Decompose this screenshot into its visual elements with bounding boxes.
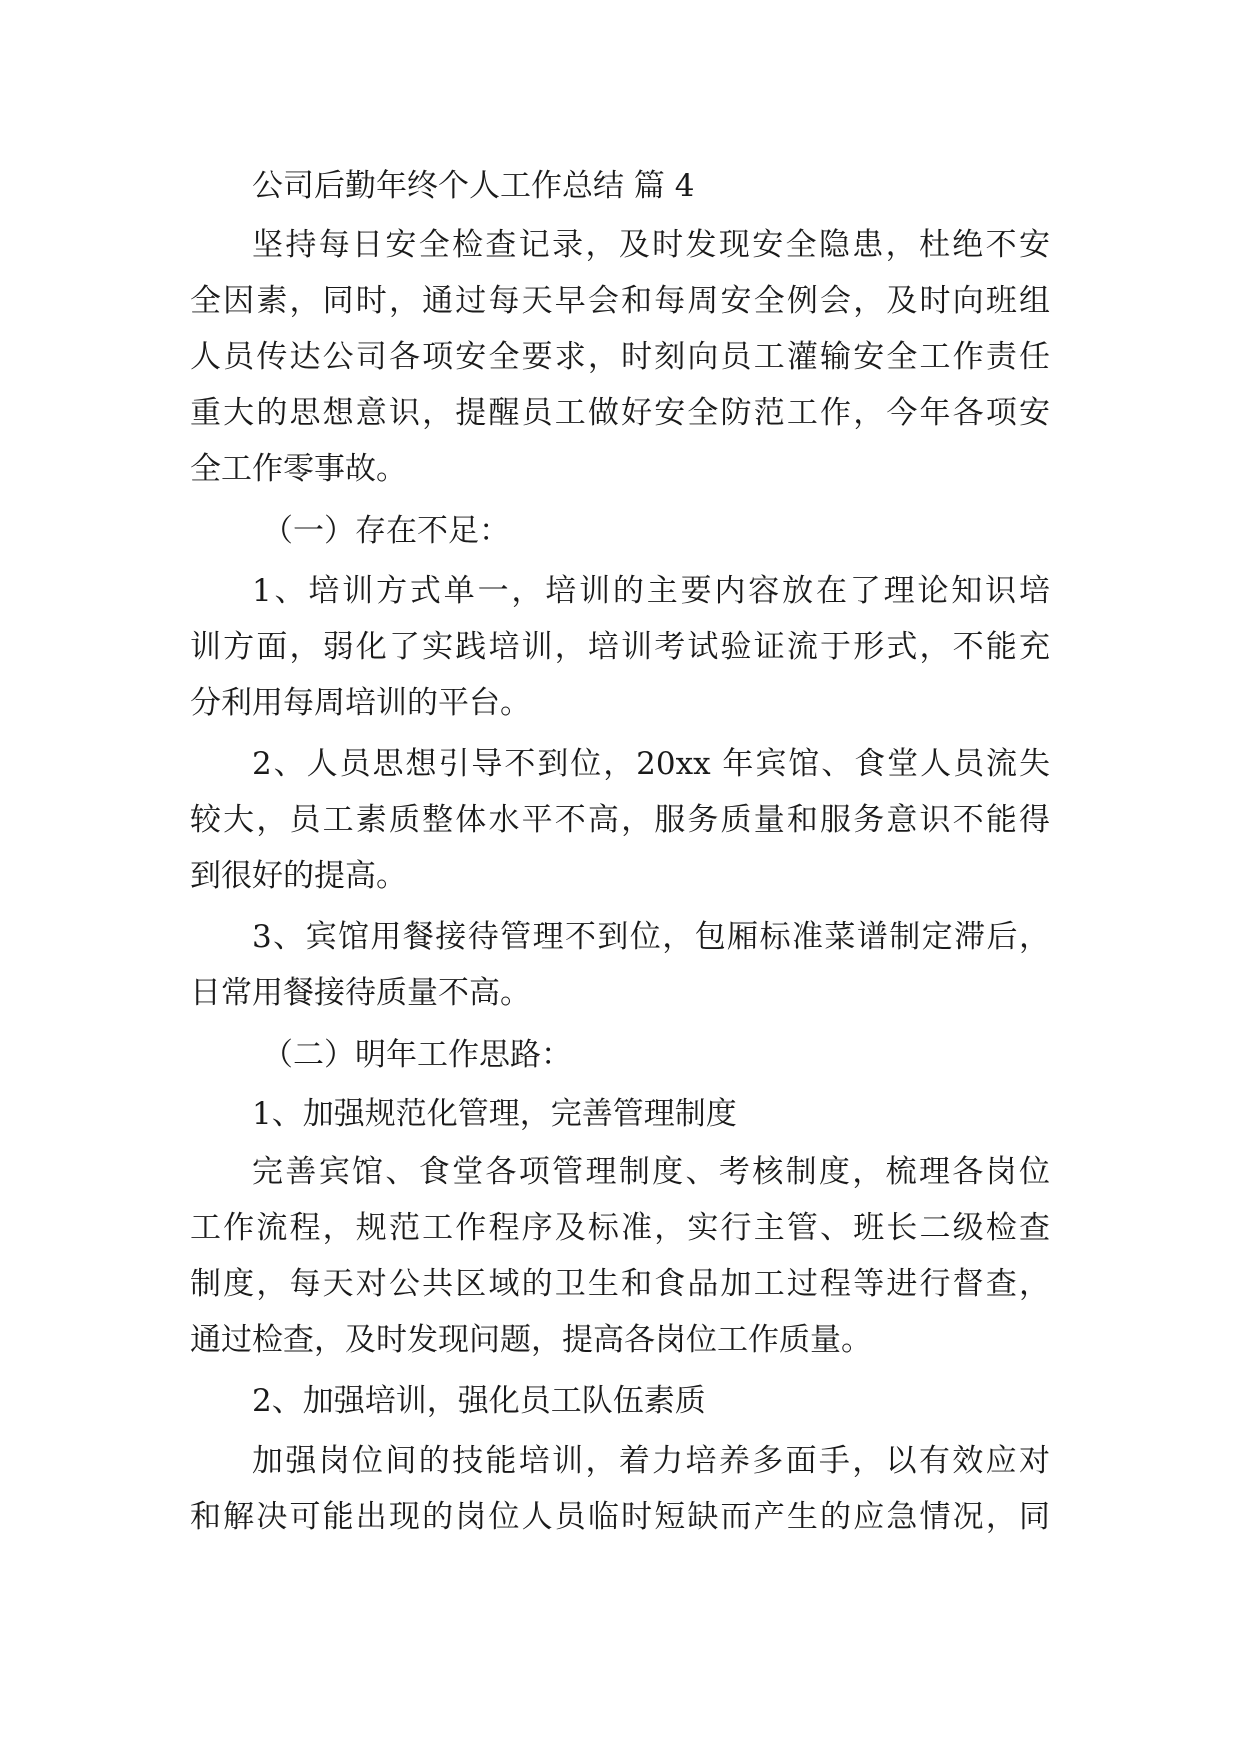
paragraph-line: 到很好的提高。 [190,858,407,894]
subsection-heading: 1、加强规范化管理，完善管理制度 [252,1096,737,1132]
paragraph-line: 重大的思想意识，提醒员工做好安全防范工作，今年各项安 [190,395,1050,431]
paragraph-line: 工作流程，规范工作程序及标准，实行主管、班长二级检查 [190,1210,1050,1246]
paragraph-line: 较大，员工素质整体水平不高，服务质量和服务意识不能得 [190,802,1050,838]
paragraph-line: 训方面，弱化了实践培训，培训考试验证流于形式，不能充 [190,629,1050,665]
section-heading: （一）存在不足： [262,513,510,549]
paragraph-line: 日常用餐接待质量不高。 [190,975,531,1011]
paragraph-line: 完善宾馆、食堂各项管理制度、考核制度，梳理各岗位 [252,1154,1050,1190]
section-heading: （二）明年工作思路： [262,1037,572,1073]
paragraph-line: 加强岗位间的技能培训，着力培养多面手，以有效应对 [252,1443,1050,1479]
paragraph-line: 坚持每日安全检查记录，及时发现安全隐患，杜绝不安 [252,227,1050,263]
paragraph-line: 1、培训方式单一，培训的主要内容放在了理论知识培 [252,573,1050,609]
paragraph-line: 全工作零事故。 [190,451,407,487]
paragraph-line: 3、宾馆用餐接待管理不到位，包厢标准菜谱制定滞后， [252,919,1050,955]
paragraph-line: 分利用每周培训的平台。 [190,685,531,721]
paragraph-line: 和解决可能出现的岗位人员临时短缺而产生的应急情况，同 [190,1499,1050,1535]
subsection-heading: 2、加强培训，强化员工队伍素质 [252,1383,706,1419]
paragraph-line: 制度，每天对公共区域的卫生和食品加工过程等进行督查， [190,1266,1050,1302]
paragraph-line: 2、人员思想引导不到位，20xx 年宾馆、食堂人员流失 [252,746,1050,782]
paragraph-line: 全因素，同时，通过每天早会和每周安全例会，及时向班组 [190,283,1050,319]
paragraph-line: 人员传达公司各项安全要求，时刻向员工灌输安全工作责任 [190,339,1050,375]
document-title: 公司后勤年终个人工作总结 篇 4 [252,168,695,204]
paragraph-line: 通过检查，及时发现问题，提高各岗位工作质量。 [190,1322,872,1358]
